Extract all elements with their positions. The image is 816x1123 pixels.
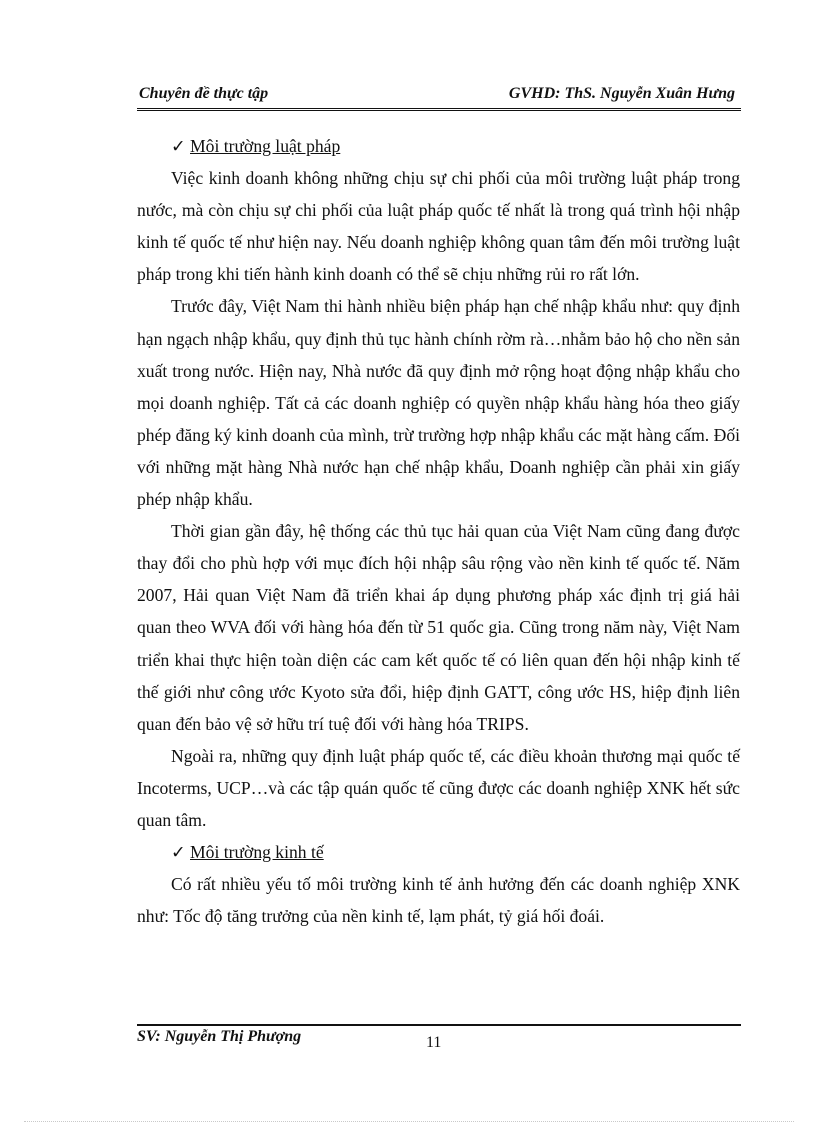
header-course-title: Chuyên đề thực tập bbox=[139, 85, 269, 102]
section-heading-economic bbox=[137, 836, 740, 868]
checkmark-icon: ✓ bbox=[171, 842, 186, 863]
footer-rule bbox=[137, 1024, 741, 1026]
paragraph: Ngoài ra, những quy định luật pháp quốc tế, các điều khoản thương mại quốc tế Incoterms, UCP…và các tập quán quốc tế cũng được các doanh nghiệp XNK hết sức quan tâm. bbox=[137, 745, 740, 830]
footer-student: SV: Nguyễn Thị Phượng bbox=[137, 1028, 302, 1045]
section-heading-text: Môi trường luật pháp bbox=[190, 136, 341, 156]
page-number: 11 bbox=[426, 1034, 442, 1051]
header-supervisor: GVHD: ThS. Nguyễn Xuân Hưng bbox=[508, 85, 735, 102]
section-heading-text: Môi trường kinh tế bbox=[190, 842, 324, 863]
paragraph: Có rất nhiều yếu tố môi trường kinh tế ảnh hưởng đến các doanh nghiệp XNK như: Tốc độ tăng trưởng của nền kinh tế, lạm phát, tỷ giá hối đoái. bbox=[137, 874, 740, 927]
paragraph: Việc kinh doanh không những chịu sự chi phối của môi trường luật pháp trong nước, mà còn chịu sự chi phối của luật pháp quốc tế nhất là trong quá trình hội nhập kinh tế quốc tế như hiện nay. Nếu doanh nghiệp không quan tâm đến môi trường luật pháp trong khi tiến hành kinh doanh có thể sẽ chịu những rủi ro rất lớn. bbox=[137, 168, 740, 285]
paragraph: Thời gian gần đây, hệ thống các thủ tục hải quan của Việt Nam cũng đang được thay đổi cho phù hợp với mục đích hội nhập sâu rộng vào nền kinh tế quốc tế. Năm 2007, Hải quan Việt Nam đã triển khai áp dụng phương pháp xác định trị giá hải quan theo WVA đối với hàng hóa đến từ 51 quốc gia. Cũng trong năm này, Việt Nam triển khai thực hiện toàn diện các cam kết quốc tế có liên quan đến hội nhập kinh tế thế giới như công ước Kyoto sửa đổi, hiệp định GATT, công ước HS, hiệp định liên quan đến bảo vệ sở hữu trí tuệ đối với hàng hóa TRIPS. bbox=[137, 521, 740, 734]
header-rule bbox=[137, 108, 741, 111]
page-header bbox=[137, 83, 737, 105]
page-body bbox=[137, 130, 740, 932]
checkmark-icon: ✓ bbox=[171, 136, 186, 156]
page-edge-dotted-line bbox=[24, 1121, 794, 1122]
paragraph: Trước đây, Việt Nam thi hành nhiều biện pháp hạn chế nhập khẩu như: quy định hạn ngạch nhập khẩu, quy định thủ tục hành chính rờm rà…nhằm bảo hộ cho nền sản xuất trong nước. Hiện nay, Nhà nước đã quy định mở rộng hoạt động nhập khẩu cho mọi doanh nghiệp. Tất cả các doanh nghiệp có quyền nhập khẩu hàng hóa theo giấy phép đăng ký kinh doanh của mình, trừ trường hợp nhập khẩu các mặt hàng cấm. Đối với những mặt hàng Nhà nước hạn chế nhập khẩu, Doanh nghiệp cần phải xin giấy phép nhập khẩu. bbox=[137, 296, 740, 510]
section-heading-legal bbox=[137, 130, 740, 162]
